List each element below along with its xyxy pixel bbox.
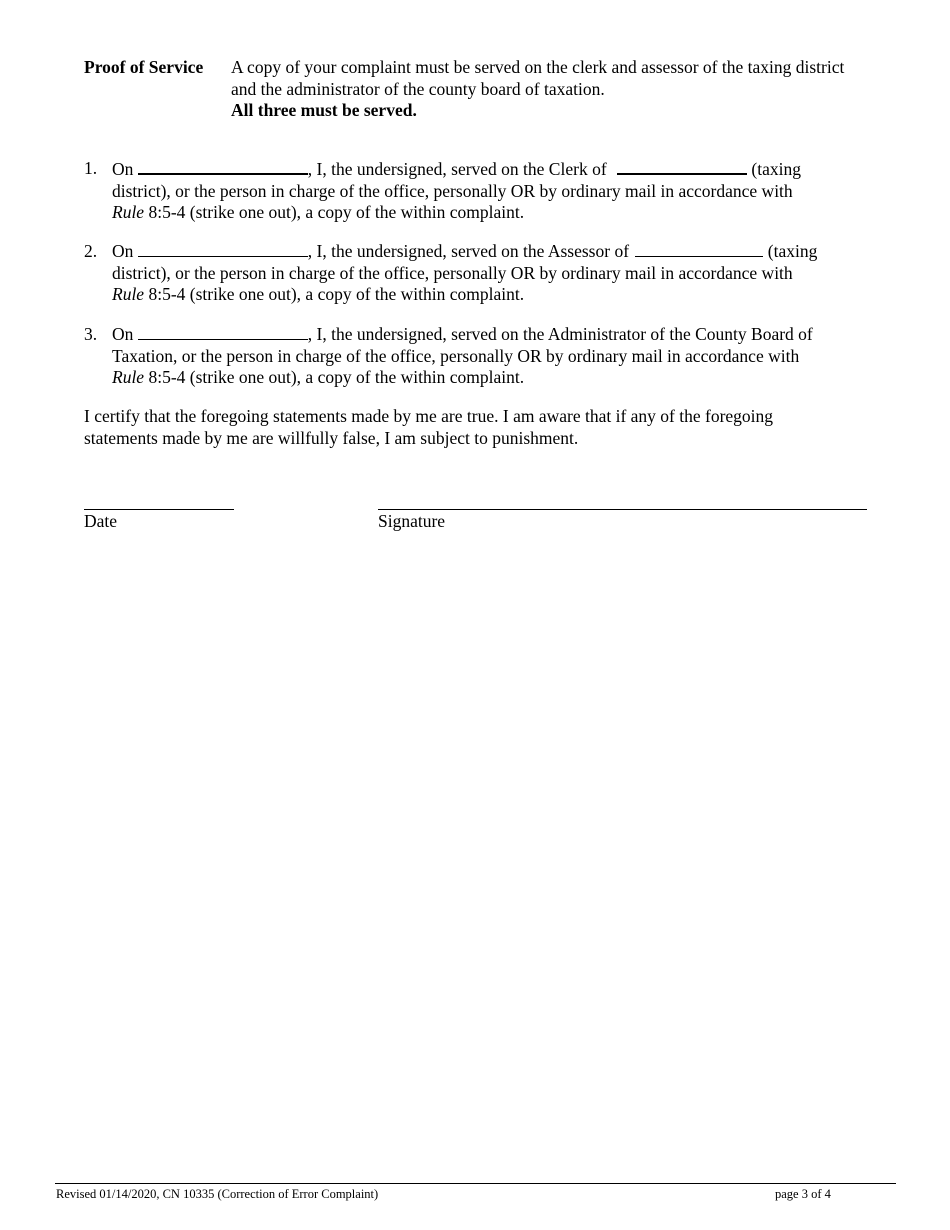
signature-label: Signature	[378, 511, 446, 531]
service-date-field[interactable]	[138, 158, 308, 175]
item-line3-text: 8:5-4 (strike one out), a copy of the within complaint.	[144, 284, 525, 304]
item-mid-text: , I, the undersigned, served on the Clerk of	[307, 159, 607, 179]
footer-divider	[55, 1183, 896, 1184]
item-mid-text: , I, the undersigned, served on the Administrator of the County Board of	[307, 324, 813, 344]
proof-of-service-instruction	[231, 57, 871, 122]
date-label: Date	[84, 511, 118, 531]
item-line2-text: Taxation, or the person in charge of the office, personally OR by ordinary mail in accordance with	[112, 345, 800, 366]
signature-line[interactable]	[378, 509, 867, 510]
item-line3-text: 8:5-4 (strike one out), a copy of the within complaint.	[144, 202, 525, 222]
proof-of-service-label: Proof of Service	[84, 57, 204, 77]
item-number: 2.	[84, 241, 98, 261]
item-number: 3.	[84, 324, 98, 344]
rule-reference: Rule	[112, 202, 145, 222]
footer-revision: Revised 01/14/2020, CN 10335 (Correction of Error Complaint)	[56, 1187, 379, 1201]
service-date-field[interactable]	[138, 241, 308, 257]
footer-page-number: page 3 of 4	[775, 1187, 831, 1201]
item-on-text: On	[112, 324, 134, 344]
item-tail-text: (taxing	[767, 241, 818, 261]
service-date-field[interactable]	[138, 324, 308, 340]
item-on-text: On	[112, 159, 134, 179]
item-number: 1.	[84, 158, 98, 178]
rule-reference: Rule	[112, 367, 145, 387]
taxing-district-field[interactable]	[617, 158, 747, 175]
rule-reference: Rule	[112, 284, 145, 304]
item-on-text: On	[112, 241, 134, 261]
instruction-text: A copy of your complaint must be served on the clerk and assessor of the taxing district and the administrator of the county board of taxation.	[231, 57, 845, 99]
taxing-district-field[interactable]	[635, 241, 763, 257]
instruction-emphasis: All three must be served.	[231, 100, 417, 120]
item-tail-text: (taxing	[751, 159, 801, 179]
item-line3-text: 8:5-4 (strike one out), a copy of the within complaint.	[144, 367, 525, 387]
certification-statement: I certify that the foregoing statements made by me are true. I am aware that if any of the foregoing statements made by me are willfully false, I am subject to punishment.	[84, 406, 774, 448]
item-line2-text: district), or the person in charge of the office, personally OR by ordinary mail in accordance with	[112, 180, 793, 201]
item-line2-text: district), or the person in charge of the office, personally OR by ordinary mail in accordance with	[112, 262, 793, 283]
item-mid-text: , I, the undersigned, served on the Assessor of	[307, 241, 630, 261]
date-line[interactable]	[84, 509, 234, 510]
